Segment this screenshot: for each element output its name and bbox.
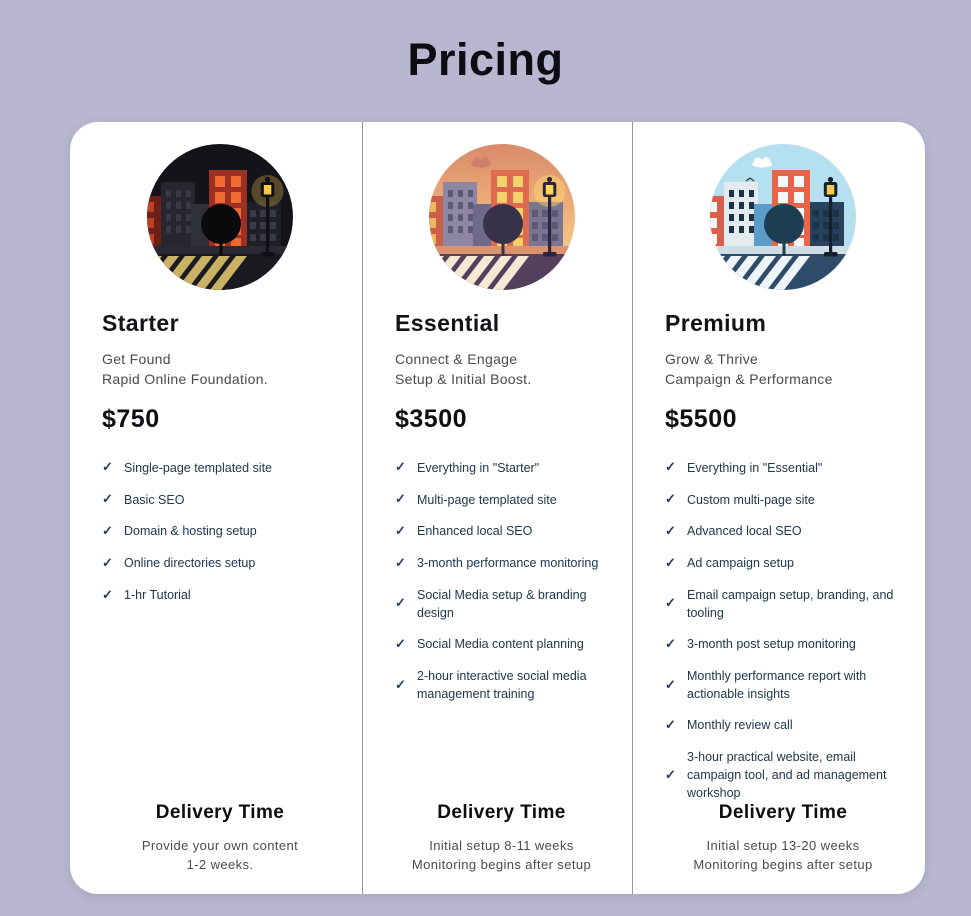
- night-city-scene-illustration: [147, 144, 293, 290]
- feature-item: [395, 635, 608, 654]
- sunset-city-scene-illustration: [429, 144, 575, 290]
- check-icon: ✓: [102, 459, 113, 475]
- delivery-line2: 1-2 weeks.: [186, 857, 254, 873]
- plan-tagline-line1: Get Found: [102, 351, 171, 368]
- plan-tagline: [102, 350, 338, 389]
- feature-label: 3-month post setup monitoring: [687, 637, 856, 652]
- plan-name: Essential: [395, 310, 500, 337]
- check-icon: ✓: [665, 595, 676, 611]
- feature-item: [395, 667, 608, 703]
- delivery-heading: Delivery Time: [155, 802, 285, 824]
- plan-name: Premium: [665, 310, 767, 337]
- plan-tagline-line2: Setup & Initial Boost.: [395, 370, 532, 387]
- feature-list: [102, 458, 338, 604]
- feature-label: 3-month performance monitoring: [417, 556, 599, 571]
- delivery-heading: Delivery Time: [718, 802, 848, 824]
- delivery-line1: Initial setup 8-11 weeks: [429, 838, 574, 854]
- feature-list: [395, 458, 608, 703]
- plan-price: $750: [102, 405, 160, 434]
- feature-label: Basic SEO: [124, 492, 185, 507]
- delivery-line1: Initial setup 13-20 weeks: [706, 838, 860, 854]
- feature-label: 1-hr Tutorial: [124, 588, 191, 603]
- feature-item: [102, 490, 338, 509]
- check-icon: ✓: [665, 676, 676, 692]
- feature-label: Monthly performance report with actionable insights: [687, 668, 867, 701]
- check-icon: ✓: [665, 523, 676, 539]
- check-icon: ✓: [665, 717, 676, 733]
- delivery-line2: Monitoring begins after setup: [693, 857, 873, 873]
- feature-label: Email campaign setup, branding, and tooling: [687, 587, 894, 620]
- feature-list: [665, 458, 901, 802]
- feature-label: Online directories setup: [124, 556, 256, 571]
- feature-item: [665, 716, 901, 735]
- feature-label: Advanced local SEO: [687, 524, 802, 539]
- plan-column-starter: [70, 122, 362, 905]
- feature-label: Custom multi-page site: [687, 492, 815, 507]
- feature-label: Single-page templated site: [124, 460, 273, 475]
- feature-item: [665, 490, 901, 509]
- check-icon: ✓: [395, 676, 406, 692]
- feature-item: [665, 458, 901, 477]
- feature-label: 3-hour practical website, email campaign tool, and ad management workshop: [687, 749, 887, 801]
- feature-label: Everything in "Essential": [687, 460, 823, 475]
- feature-item: [395, 458, 608, 477]
- feature-label: Social Media content planning: [417, 637, 584, 652]
- feature-item: [665, 748, 901, 802]
- page-title: Pricing: [407, 34, 564, 86]
- check-icon: ✓: [395, 523, 406, 539]
- feature-item: [102, 554, 338, 573]
- feature-item: [102, 458, 338, 477]
- plan-illustration: [429, 144, 575, 290]
- plan-price: $3500: [395, 405, 468, 434]
- check-icon: ✓: [102, 586, 113, 602]
- check-icon: ✓: [665, 491, 676, 507]
- feature-label: Social Media setup & branding design: [417, 587, 587, 620]
- check-icon: ✓: [665, 459, 676, 475]
- delivery-line2: Monitoring begins after setup: [411, 857, 592, 873]
- feature-item: [665, 522, 901, 541]
- check-icon: ✓: [102, 491, 113, 507]
- feature-item: [395, 522, 608, 541]
- column-divider: [632, 122, 633, 894]
- pricing-card: [70, 122, 925, 894]
- plan-column-premium: [633, 122, 925, 905]
- feature-item: [102, 586, 338, 605]
- check-icon: ✓: [665, 554, 676, 570]
- plan-tagline-line1: Grow & Thrive: [665, 351, 759, 368]
- feature-item: [395, 490, 608, 509]
- plan-price: $5500: [665, 405, 738, 434]
- feature-label: Multi-page templated site: [417, 492, 557, 507]
- delivery-text: [665, 837, 901, 875]
- check-icon: ✓: [395, 459, 406, 475]
- feature-label: Enhanced local SEO: [417, 524, 533, 539]
- plan-tagline-line2: Campaign & Performance: [665, 370, 833, 387]
- delivery-text: [395, 837, 608, 875]
- check-icon: ✓: [395, 635, 406, 651]
- feature-item: [395, 554, 608, 573]
- feature-label: Ad campaign setup: [687, 556, 795, 571]
- plan-name: Starter: [102, 310, 179, 337]
- feature-label: Monthly review call: [687, 718, 793, 733]
- check-icon: ✓: [102, 523, 113, 539]
- plan-tagline: [665, 350, 901, 389]
- delivery-section: [395, 802, 608, 875]
- plan-illustration: [147, 144, 293, 290]
- check-icon: ✓: [665, 766, 676, 782]
- delivery-text: [102, 837, 338, 875]
- delivery-section: [665, 802, 901, 875]
- plan-illustration: [710, 144, 856, 290]
- check-icon: ✓: [395, 491, 406, 507]
- check-icon: ✓: [102, 554, 113, 570]
- feature-label: Domain & hosting setup: [124, 524, 257, 539]
- feature-item: [665, 586, 901, 622]
- delivery-heading: Delivery Time: [437, 802, 566, 824]
- day-city-scene-illustration: [710, 144, 856, 290]
- plan-column-essential: [363, 122, 632, 905]
- feature-item: [665, 667, 901, 703]
- plan-tagline: [395, 350, 608, 389]
- plan-tagline-line2: Rapid Online Foundation.: [102, 370, 268, 387]
- plan-tagline-line1: Connect & Engage: [395, 351, 518, 368]
- feature-item: [102, 522, 338, 541]
- delivery-line1: Provide your own content: [141, 838, 299, 854]
- feature-item: [665, 554, 901, 573]
- column-divider: [362, 122, 363, 894]
- check-icon: ✓: [665, 635, 676, 651]
- feature-item: [395, 586, 608, 622]
- feature-item: [665, 635, 901, 654]
- delivery-section: [102, 802, 338, 875]
- feature-label: 2-hour interactive social media management training: [417, 668, 587, 701]
- check-icon: ✓: [395, 595, 406, 611]
- check-icon: ✓: [395, 554, 406, 570]
- feature-label: Everything in "Starter": [417, 460, 540, 475]
